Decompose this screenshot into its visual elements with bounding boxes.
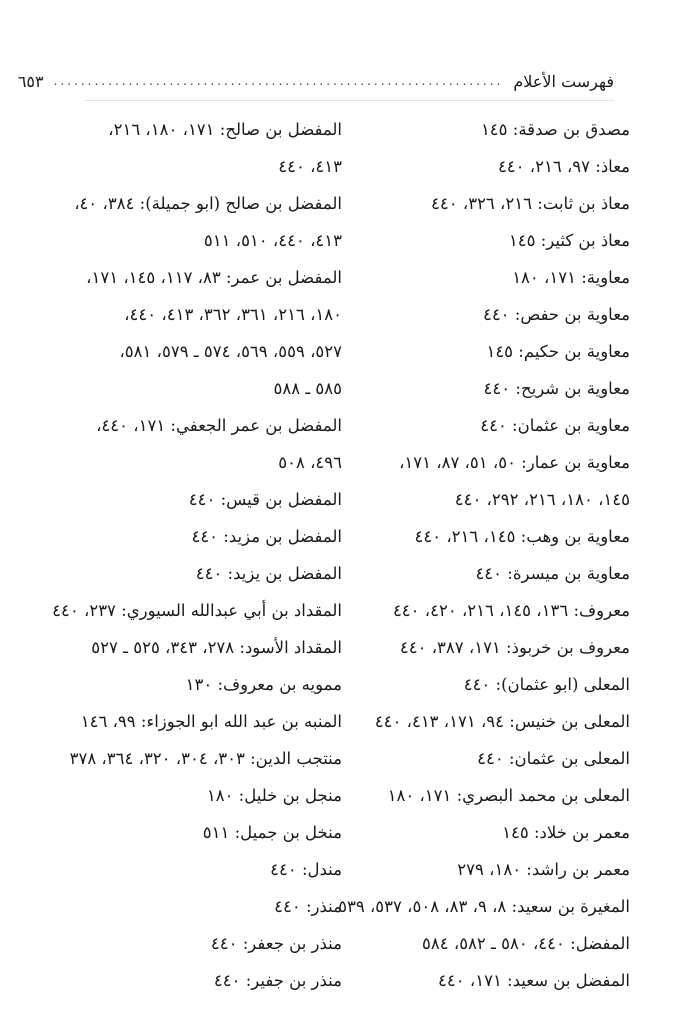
index-entry: منذر: ٤٤٠ [274,897,342,916]
index-entry: معاذ بن ثابت: ٢١٦، ٣٢٦، ٤٤٠ [431,194,630,213]
page-number: ٦٥٣ [17,71,44,91]
index-entry: المفضل بن سعيد: ١٧١، ٤٤٠ [438,971,630,990]
index-entry: المقداد بن أبي عبدالله السيوري: ٢٣٧، ٤٤٠ [52,601,342,620]
index-entry: المفضل بن قيس: ٤٤٠ [188,490,342,509]
index-entry: ٥٨٥ ـ ٥٨٨ [273,379,342,398]
index-entry: منذر بن جعفر: ٤٤٠ [210,934,342,953]
index-entry: ٤١٣، ٤٤٠، ٥١٠، ٥١١ [203,231,342,250]
index-entry: المفضل بن صالح (ابو جميلة): ٣٨٤، ٤٠، [74,194,342,213]
index-entry: المفضل بن يزيد: ٤٤٠ [195,564,342,583]
index-entry: المفضل بن عمر: ٨٣، ١١٧، ١٤٥، ١٧١، [86,268,342,287]
index-entry: ٤١٣، ٤٤٠ [278,157,342,176]
index-entry: المفضل بن مزيد: ٤٤٠ [191,527,342,546]
index-entry: معمر بن راشد: ١٨٠، ٢٧٩ [457,860,630,879]
index-entry: ١٤٥، ١٨٠، ٢١٦، ٢٩٢، ٤٤٠ [454,490,630,509]
header-leader-dots: .................................................................. [53,74,504,88]
index-entry: ٤٩٦، ٥٠٨ [278,453,342,472]
index-entry: المعلى (ابو عثمان): ٤٤٠ [463,675,630,694]
index-entry: المنبه بن عبد الله ابو الجوزاء: ٩٩، ١٤٦ [80,712,342,731]
index-entry: ١٨٠، ٢١٦، ٣٦١، ٣٦٢، ٤١٣، ٤٤٠، [124,305,342,324]
index-entry: معمر بن خلاد: ١٤٥ [502,823,630,842]
index-column-left [52,111,342,999]
index-entry: المعلى بن عثمان: ٤٤٠ [477,749,630,768]
index-entry: المعلى بن خنيس: ٩٤، ١٧١، ٤١٣، ٤٤٠ [374,712,630,731]
index-entry: معاوية بن عثمان: ٤٤٠ [480,416,630,435]
header-rule [84,100,614,101]
index-entry: معاوية بن حفص: ٤٤٠ [482,305,630,324]
index-entry: مندل: ٤٤٠ [270,860,342,879]
index-entry: مصدق بن صدقة: ١٤٥ [480,120,630,139]
header-title: فهرست الأعلام [513,71,614,91]
page-header [17,68,614,94]
index-entry: منذر بن جفير: ٤٤٠ [213,971,342,990]
index-entry: منجل بن خليل: ١٨٠ [206,786,342,805]
index-entry: معاوية: ١٧١، ١٨٠ [512,268,630,287]
index-entry: معروف: ١٣٦، ١٤٥، ٢١٦، ٤٢٠، ٤٤٠ [392,601,630,620]
index-entry: معاذ بن كثير: ١٤٥ [508,231,630,250]
index-entry: ٥٢٧، ٥٥٩، ٥٦٩، ٥٧٤ ـ ٥٧٩، ٥٨١، [119,342,342,361]
index-entry: معاوية بن حكيم: ١٤٥ [486,342,630,361]
index-entry: معاوية بن شريح: ٤٤٠ [483,379,630,398]
index-entry: منتجب الدين: ٣٠٣، ٣٠٤، ٣٢٠، ٣٦٤، ٣٧٨ [69,749,342,768]
index-entry: المفضل: ٤٤٠، ٥٨٠ ـ ٥٨٢، ٥٨٤ [422,934,630,953]
index-entry: معاوية بن عمار: ٥٠، ٥١، ٨٧، ١٧١، [399,453,630,472]
index-entry: المفضل بن عمر الجعفي: ١٧١، ٤٤٠، [96,416,342,435]
index-entry: معاوية بن ميسرة: ٤٤٠ [475,564,630,583]
index-entry: معروف بن خربوذ: ١٧١، ٣٨٧، ٤٤٠ [399,638,630,657]
index-entry: ممويه بن معروف: ١٣٠ [185,675,342,694]
index-entry: المعلى بن محمد البصري: ١٧١، ١٨٠ [387,786,630,805]
index-entry: المفضل بن صالح: ١٧١، ١٨٠، ٢١٦، [108,120,342,139]
index-entry: معاوية بن وهب: ١٤٥، ٢١٦، ٤٤٠ [414,527,630,546]
index-entry: معاذ: ٩٧، ٢١٦، ٤٤٠ [497,157,630,176]
index-entry: المغيرة بن سعيد: ٨، ٩، ٨٣، ٥٠٨، ٥٣٧، ٥٣٩ [338,897,630,916]
index-entry: منخل بن جميل: ٥١١ [202,823,342,842]
index-column-right [338,111,630,999]
index-entry: المقداد الأسود: ٢٧٨، ٣٤٣، ٥٢٥ ـ ٥٢٧ [91,638,342,657]
